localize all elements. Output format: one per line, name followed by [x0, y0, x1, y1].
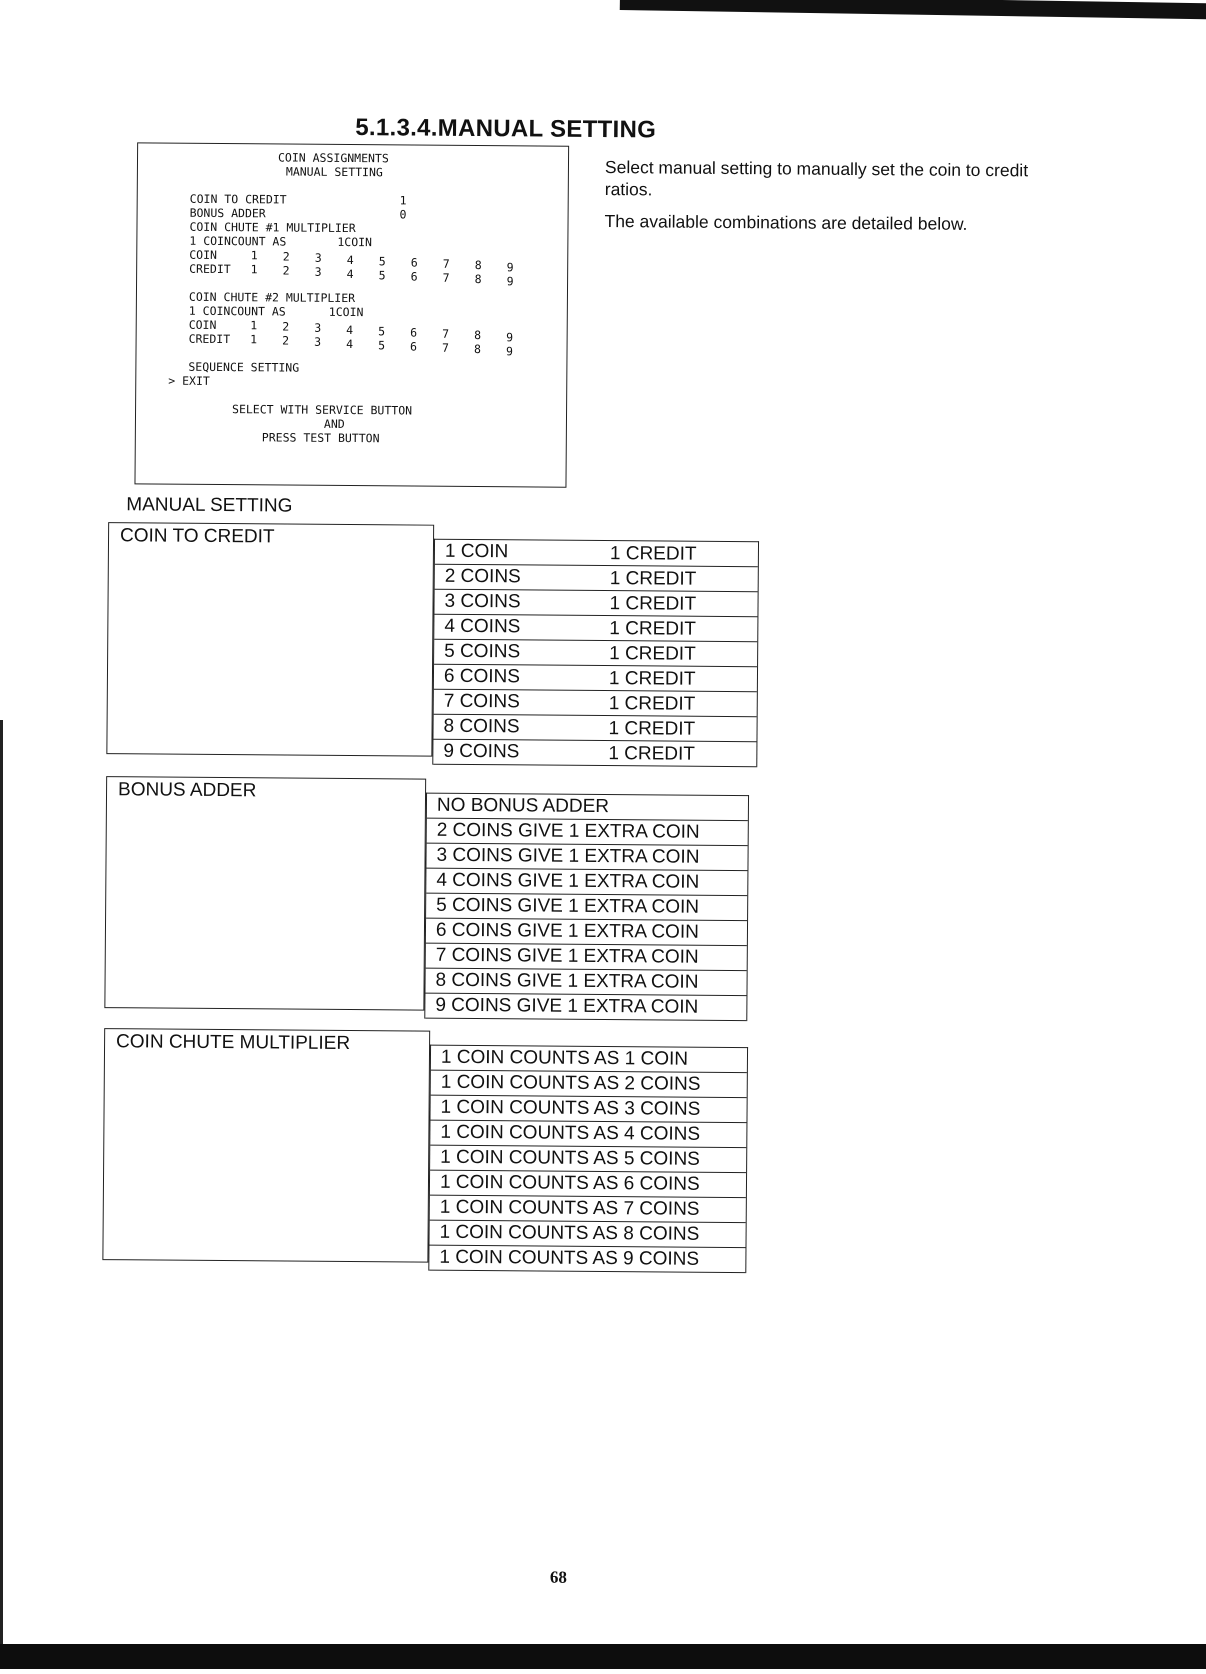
option-credit: 1 CREDIT	[609, 593, 697, 615]
coin-chute-multiplier-option: 1 COIN COUNTS AS 1 COIN	[431, 1046, 747, 1073]
screen-footer-line2: AND	[323, 416, 345, 431]
option-credit: 1 CREDIT	[609, 568, 697, 590]
screen-digit: 2	[282, 333, 290, 348]
option-coins: 4 COINS	[444, 615, 521, 638]
option-credit: 1 CREDIT	[608, 668, 696, 690]
coin-chute-multiplier-option: 1 COIN COUNTS AS 7 COINS	[430, 1196, 746, 1223]
screen-digit: 1	[250, 332, 258, 347]
coin-to-credit-option	[435, 540, 758, 568]
screen-bonus-adder: BONUS ADDER	[189, 205, 266, 221]
screen-digit: 5	[378, 338, 386, 353]
option-coins: 5 COINS	[444, 640, 521, 663]
screen-digit: 1	[250, 248, 258, 263]
screen-digit: 7	[442, 340, 450, 355]
screen-exit-item[interactable]: > EXIT	[168, 373, 210, 388]
bonus-adder-option: 6 COINS GIVE 1 EXTRA COIN	[426, 919, 747, 947]
option-coins: 1 COIN	[444, 540, 509, 563]
screen-digit: 2	[282, 263, 290, 278]
bonus-adder-option: 8 COINS GIVE 1 EXTRA COIN	[425, 969, 746, 997]
option-coins: 7 COINS	[443, 690, 520, 713]
screen-digit: 6	[410, 325, 418, 340]
screen-chute2-label: COIN CHUTE #2 MULTIPLIER	[188, 289, 356, 306]
screen-chute2-coin-label: COIN	[188, 317, 217, 332]
bonus-adder-option: NO BONUS ADDER	[427, 794, 748, 822]
coin-to-credit-option	[435, 565, 758, 593]
screen-digit: 9	[506, 274, 514, 289]
coin-chute-multiplier-options	[428, 1045, 748, 1273]
screen-digit: 7	[442, 270, 450, 285]
coin-to-credit-title: COIN TO CREDIT	[119, 525, 275, 548]
screen-digit: 8	[474, 257, 482, 273]
screen-digit: 7	[442, 256, 450, 271]
option-credit: 1 CREDIT	[608, 718, 696, 740]
coin-to-credit-option	[434, 615, 757, 643]
bonus-adder-option: 3 COINS GIVE 1 EXTRA COIN	[426, 844, 747, 872]
intro-text	[604, 156, 1045, 245]
bonus-adder-option: 7 COINS GIVE 1 EXTRA COIN	[426, 944, 747, 972]
option-credit: 1 CREDIT	[609, 543, 697, 565]
screen-digit: 3	[314, 264, 322, 279]
screen-digit: 5	[378, 268, 386, 283]
screen-digit: 5	[378, 254, 386, 269]
page-number: 68	[549, 1567, 567, 1587]
screen-digit: 2	[282, 319, 290, 334]
coin-chute-multiplier-option: 1 COIN COUNTS AS 9 COINS	[429, 1246, 745, 1273]
coin-to-credit-option	[434, 665, 757, 693]
coin-to-credit-option	[434, 690, 757, 718]
option-coins: 6 COINS	[443, 665, 521, 688]
screen-chute1-count-value: 1COIN	[337, 234, 373, 250]
operator-screen-figure	[134, 142, 569, 487]
bonus-adder-options	[424, 793, 749, 1022]
screen-digit: 6	[410, 269, 418, 284]
section-title: MANUAL SETTING	[126, 494, 293, 517]
coin-to-credit-options	[432, 539, 759, 768]
screen-chute2-count: 1 COINCOUNT AS	[188, 303, 286, 319]
screen-digit: 9	[506, 330, 514, 345]
screen-digit: 6	[410, 255, 418, 270]
coin-to-credit-option	[434, 640, 757, 668]
screen-chute1-label: COIN CHUTE #1 MULTIPLIER	[189, 219, 356, 236]
screen-digit: 5	[378, 324, 386, 339]
screen-chute2-credit-label: CREDIT	[188, 331, 231, 347]
option-credit: 1 CREDIT	[608, 693, 696, 715]
screen-digit: 8	[474, 341, 482, 357]
option-credit: 1 CREDIT	[609, 643, 696, 665]
coin-chute-multiplier-option: 1 COIN COUNTS AS 6 COINS	[430, 1171, 746, 1198]
screen-digit: 8	[474, 327, 482, 343]
coin-chute-multiplier-option: 1 COIN COUNTS AS 8 COINS	[429, 1221, 745, 1248]
screen-digit: 9	[506, 260, 514, 275]
screen-chute1-count: 1 COINCOUNT AS	[189, 233, 287, 249]
coin-chute-multiplier-option: 1 COIN COUNTS AS 2 COINS	[431, 1071, 747, 1098]
screen-footer-line1: SELECT WITH SERVICE BUTTON	[232, 402, 413, 418]
screen-digit: 8	[474, 271, 482, 287]
screen-sequence-setting[interactable]: SEQUENCE SETTING	[188, 359, 300, 375]
coin-to-credit-option	[433, 715, 756, 743]
screen-digit: 4	[346, 252, 354, 268]
option-coins: 3 COINS	[444, 590, 521, 613]
coin-chute-multiplier-option: 1 COIN COUNTS AS 4 COINS	[430, 1121, 746, 1148]
screen-digit: 4	[346, 266, 354, 282]
bonus-adder-option: 2 COINS GIVE 1 EXTRA COIN	[427, 819, 748, 847]
bonus-adder-title: BONUS ADDER	[117, 779, 257, 802]
intro-paragraph-1: Select manual setting to manually set the coin to credit ratios.	[604, 157, 1029, 200]
bonus-adder-option: 9 COINS GIVE 1 EXTRA COIN	[425, 994, 746, 1022]
screen-footer-line3: PRESS TEST BUTTON	[261, 430, 380, 446]
option-credit: 1 CREDIT	[609, 618, 697, 640]
option-coins: 2 COINS	[444, 565, 521, 588]
screen-coin-to-credit-value: 1	[399, 193, 407, 208]
screen-digit: 1	[250, 262, 258, 277]
screen-digit: 7	[442, 326, 450, 341]
screen-digit: 4	[346, 322, 354, 338]
screen-subtitle: MANUAL SETTING	[285, 164, 383, 180]
coin-to-credit-option	[433, 740, 756, 768]
screen-digit: 9	[505, 344, 514, 359]
coin-to-credit-option	[434, 590, 757, 618]
intro-paragraph-2: The available combinations are detailed below.	[604, 211, 968, 234]
scan-edge-bottom	[0, 1644, 1206, 1669]
page-heading: 5.1.3.4.MANUAL SETTING	[355, 114, 657, 144]
screen-chute1-coin-label: COIN	[189, 247, 218, 262]
bonus-adder-option: 5 COINS GIVE 1 EXTRA COIN	[426, 894, 747, 922]
screen-chute2-count-value: 1COIN	[328, 304, 364, 320]
option-coins: 9 COINS	[443, 740, 520, 763]
coin-chute-multiplier-option: 1 COIN COUNTS AS 5 COINS	[430, 1146, 746, 1173]
screen-digit: 3	[314, 250, 322, 265]
screen-title: COIN ASSIGNMENTS	[277, 150, 389, 166]
screen-digit: 4	[346, 336, 354, 352]
screen-digit: 3	[314, 320, 322, 335]
screen-chute1-credit-label: CREDIT	[189, 261, 231, 277]
screen-digit: 3	[314, 334, 322, 349]
coin-chute-multiplier-option: 1 COIN COUNTS AS 3 COINS	[430, 1096, 746, 1123]
screen-digit: 1	[250, 318, 258, 333]
option-credit: 1 CREDIT	[608, 743, 696, 765]
screen-digit: 6	[410, 339, 418, 354]
bonus-adder-option: 4 COINS GIVE 1 EXTRA COIN	[426, 869, 747, 897]
screen-digit: 2	[282, 249, 290, 264]
screen-coin-to-credit: COIN TO CREDIT	[189, 191, 287, 207]
screen-bonus-adder-value: 0	[399, 207, 407, 222]
coin-chute-multiplier-title: COIN CHUTE MULTIPLIER	[116, 1031, 351, 1055]
option-coins: 8 COINS	[443, 715, 520, 738]
